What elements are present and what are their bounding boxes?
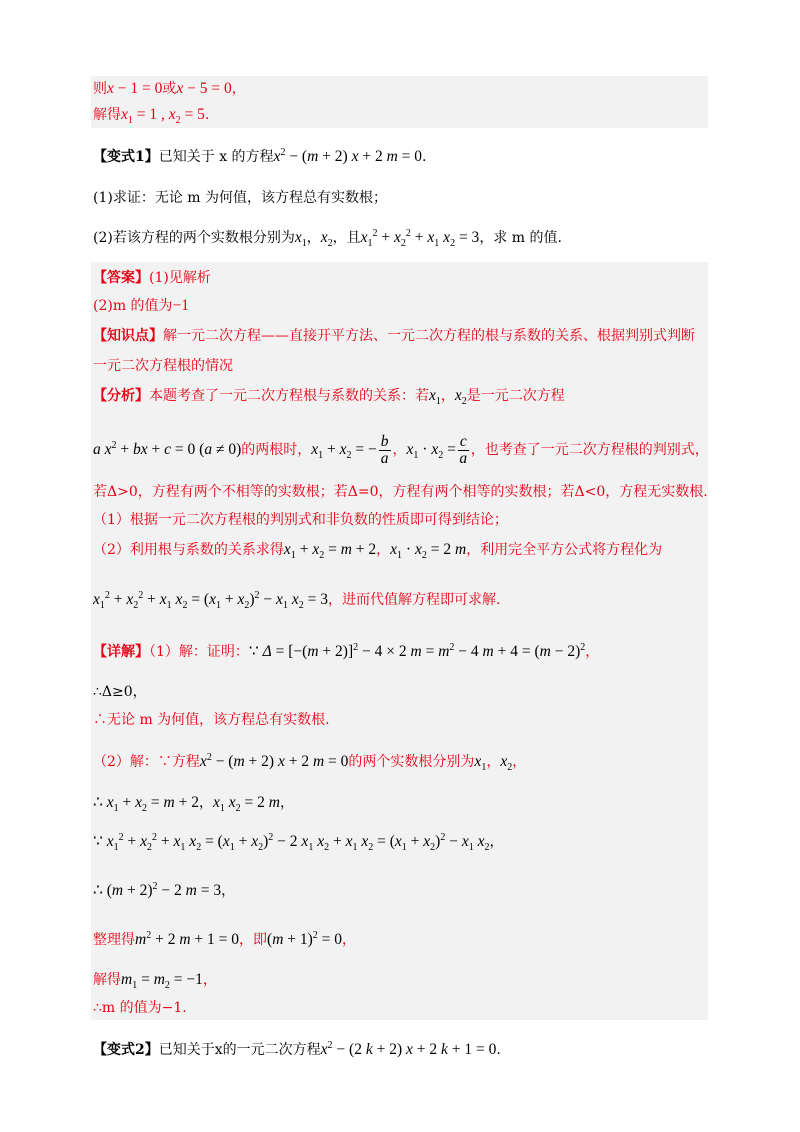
detail-line-2: ∴Δ≥0， <box>93 684 147 700</box>
detail-line-3: ∴无论 m 为何值，该方程总有实数根. <box>93 712 330 728</box>
analysis-line-1: 【分析】本题考查了一元二次方程根与系数的关系：若$x_1$，$x_2$是一元二次方程 <box>93 387 565 408</box>
analysis-line-3: 若Δ>0，方程有两个不相等的实数根；若Δ=0，方程有两个相等的实数根；若Δ<0，方程无实数根. <box>93 484 708 500</box>
fraction-b-over-a: $\frac{b}{a}$ <box>380 432 389 467</box>
prev-solution-line-1: 则x − 1 = 0或x − 5 = 0， <box>93 80 246 97</box>
knowledge-line-1: 【知识点】解一元二次方程——直接开平方法、一元二次方程的根与系数的关系、根据判别式判断 <box>93 328 695 344</box>
variant2-heading: 【变式2】已知关于x的一元二次方程$x^2 - (2$ k + 2) x + 2 k + 1 = 0. <box>93 1039 501 1058</box>
detail-line-4: （2）解：∵方程$x^2 - (m + 2) x + 2$ m = 0的两个实数根分别为$x_1$，$x_2$， <box>93 751 527 774</box>
detail-line-9: 解得$m_1 = m_2 = -1$， <box>93 971 217 992</box>
analysis-label: 【分析】 <box>93 388 149 404</box>
prev-solution-line-2: 解得$x_1 = 1$ , $x_2 = 5$. <box>93 106 210 127</box>
knowledge-line-2: 一元二次方程根的情况 <box>93 358 233 374</box>
detail-line-6: ∵ $x_1^2 + x_2^2 + x_1$ $x_2 = (x_1 + x_2)^2 - 2$ $x_1$ $x_2 + x_1$ $x_2 = (x_1 + x_2)^2 - x_1$ $x_2$， <box>93 831 504 854</box>
detail-line-5: ∴ $x_1 + x_2 = m + 2$，$x_1$ $x_2 = 2$ m， <box>93 794 294 815</box>
answer-label: 【答案】 <box>93 270 149 286</box>
variant1-question-2: (2)若该方程的两个实数根分别为$x_1$，$x_2$，且$x_1^2 + x_2^2 + x_1$ $x_2 = 3$，求 m 的值. <box>93 227 562 250</box>
analysis-line-5: （2）利用根与系数的关系求得$x_1 + x_2 = m + 2$，$x_1 \cdot x_2 = 2$ m，利用完全平方公式将方程化为 <box>93 541 663 562</box>
detail-line-7: ∴ $(m + 2)^2 - 2$ m = 3， <box>93 880 236 899</box>
variant1-label: 【变式1】 <box>93 149 159 165</box>
detail-line-10: ∴m 的值为−1. <box>93 1000 187 1016</box>
detail-line-1: 【详解】（1）解：证明：∵ $\Delta = [-(m + 2)]^2 - 4 \times 2$ $m = m^2 - 4$ $m + 4 = (m - 2)^2$， <box>93 641 600 660</box>
analysis-line-2: a $x^2$ + bx + c = 0 (a ≠ 0)的两根时，$x_1 + x_2$ = − $\frac{b}{a}$ ，$x_1 \cdot x_2$ = $\frac{c}{a}$ ，也考查了一元二次方程根的判别式， <box>93 432 709 467</box>
detail-label: 【详解】 <box>93 644 149 660</box>
answer-line-2: (2)m 的值为−1 <box>93 297 190 314</box>
variant1-question-1: (1)求证：无论 m 为何值，该方程总有实数根； <box>93 190 388 206</box>
analysis-line-4: （1）根据一元二次方程根的判别式和非负数的性质即可得到结论； <box>93 512 508 528</box>
knowledge-label: 【知识点】 <box>93 328 163 344</box>
analysis-line-6: $x_1^2 + x_2^2 + x_1$ $x_2 = (x_1 + x_2)^2 - x_1$ $x_2 = 3$，进而代值解方程即可求解. <box>93 589 501 612</box>
answer-line-1: 【答案】(1)见解析 <box>93 270 211 286</box>
variant2-label: 【变式2】 <box>93 1042 159 1058</box>
variant1-heading: 【变式1】已知关于 x 的方程$x^2 - (m + 2) x + 2$ m = 0. <box>93 146 427 165</box>
detail-line-8: 整理得$m^2 + 2$ m + 1 = 0，即$(m + 1)^2 = 0$， <box>93 929 357 948</box>
fraction-c-over-a: $\frac{c}{a}$ <box>459 432 468 467</box>
